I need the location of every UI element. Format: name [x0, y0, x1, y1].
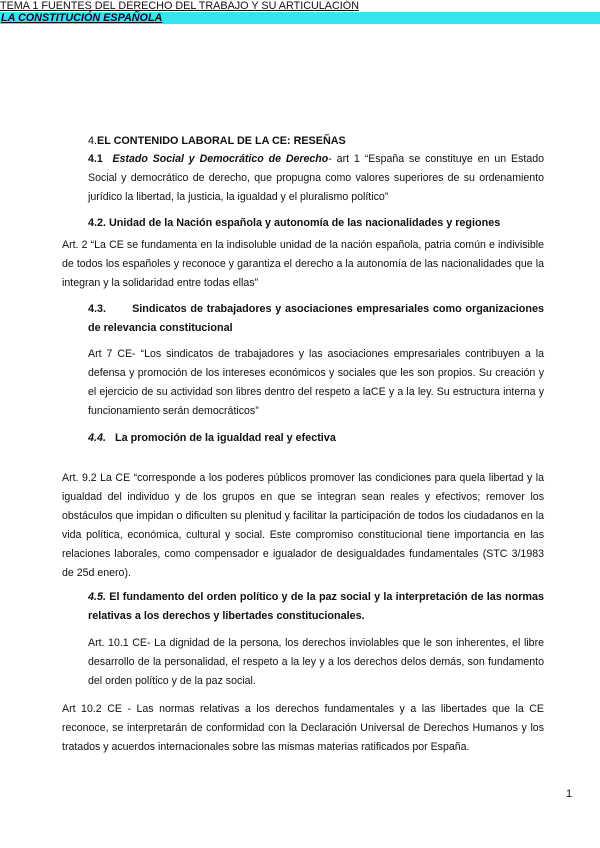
- section-4-heading: [88, 132, 346, 151]
- highlighted-section-title: LA CONSTITUCIÓN ESPAÑOLA: [0, 12, 600, 24]
- section-4-5-number: 4.5.: [88, 591, 107, 603]
- page-number: 1: [566, 788, 573, 800]
- section-4-3-heading: [88, 300, 544, 338]
- section-4-5-paragraph-1: Art. 10.1 CE- La dignidad de la persona, los derechos inviolables que le son inherentes, el libre desarrollo de la personalidad, el respeto a la ley y a los derechos delos demás, son fundamento del orden político y de la paz social.: [88, 637, 544, 687]
- section-4-5-paragraph-2: Art 10.2 CE - Las normas relativas a los derechos fundamentales y a las libertades que la CE reconoce, se interpretarán de conformidad con la Declaración Universal de Derechos Humanos y los tratados y acuerdos internacionales sobre las mismas materias ratificados por España.: [62, 703, 544, 753]
- section-4-3-number: 4.3.: [88, 303, 107, 315]
- section-4-4-heading: [88, 429, 336, 448]
- section-4-5-heading-text: El fundamento del orden político y de la paz social y la interpretación de las normas relativas a los derechos y libertades constitucionales.: [88, 591, 545, 622]
- document-title: TEMA 1 FUENTES DEL DERECHO DEL TRABAJO Y SU ARTICULACIÓN: [0, 0, 359, 12]
- section-4-4-heading-text: La promoción de la igualdad real y efectiva: [115, 432, 336, 444]
- section-4-1-text: - art 1 “España se constituye en un Estado Social y democrático de derecho, que propugna como valores superiores de su ordenamiento jurídico la libertad, la justicia, la igualdad y el pluralismo político”: [88, 153, 544, 203]
- section-4-5-heading: [88, 588, 544, 626]
- section-4-2-heading: 4.2. Unidad de la Nación española y autonomía de las nacionalidades y regiones: [88, 217, 501, 229]
- section-4-1-label: Estado Social y Democrático de Derecho: [112, 153, 329, 165]
- section-4-heading-text: EL CONTENIDO LABORAL DE LA CE: RESEÑAS: [97, 135, 346, 147]
- section-4-number: 4.: [88, 135, 98, 147]
- section-4-2-paragraph: Art. 2 “La CE se fundamenta en la indisoluble unidad de la nación española, patria común e indivisible de todos los españoles y reconoce y garantiza el derecho a la autonomía de las nacionalidades que la integran y la solidaridad entre todas ellas”: [62, 239, 544, 289]
- section-4-4-paragraph: Art. 9.2 La CE “corresponde a los poderes públicos promover las condiciones para quela libertad y la igualdad del individuo y de los grupos en que se integran sean reales y efectivos; remover los obstáculos que impidan o dificulten su plenitud y facilitar la participación de todos los ciudadanos en la vida política, económica, cultural y social. Este compromiso constitucional tiene importancia en las relaciones laborales, como compensador e igualador de desigualdades fundamentales (STC 3/1983 de 25d enero).: [62, 472, 544, 579]
- section-4-1-number: 4.1: [88, 153, 103, 165]
- section-4-3-paragraph: Art 7 CE- “Los sindicatos de trabajadores y las asociaciones empresariales contribuyen a la defensa y promoción de los intereses económicos y sociales que les son propios. Su creación y el ejercicio de su actividad son libres dentro del respeto a laCE y a la ley. Su estructura interna y funcionamiento serán democráticos”: [88, 348, 544, 417]
- section-4-1-paragraph: [88, 150, 544, 207]
- section-4-3-heading-text: Sindicatos de trabajadores y asociaciones empresariales como organizaciones de relevancia constitucional: [88, 303, 544, 334]
- section-4-4-number: 4.4.: [88, 432, 107, 444]
